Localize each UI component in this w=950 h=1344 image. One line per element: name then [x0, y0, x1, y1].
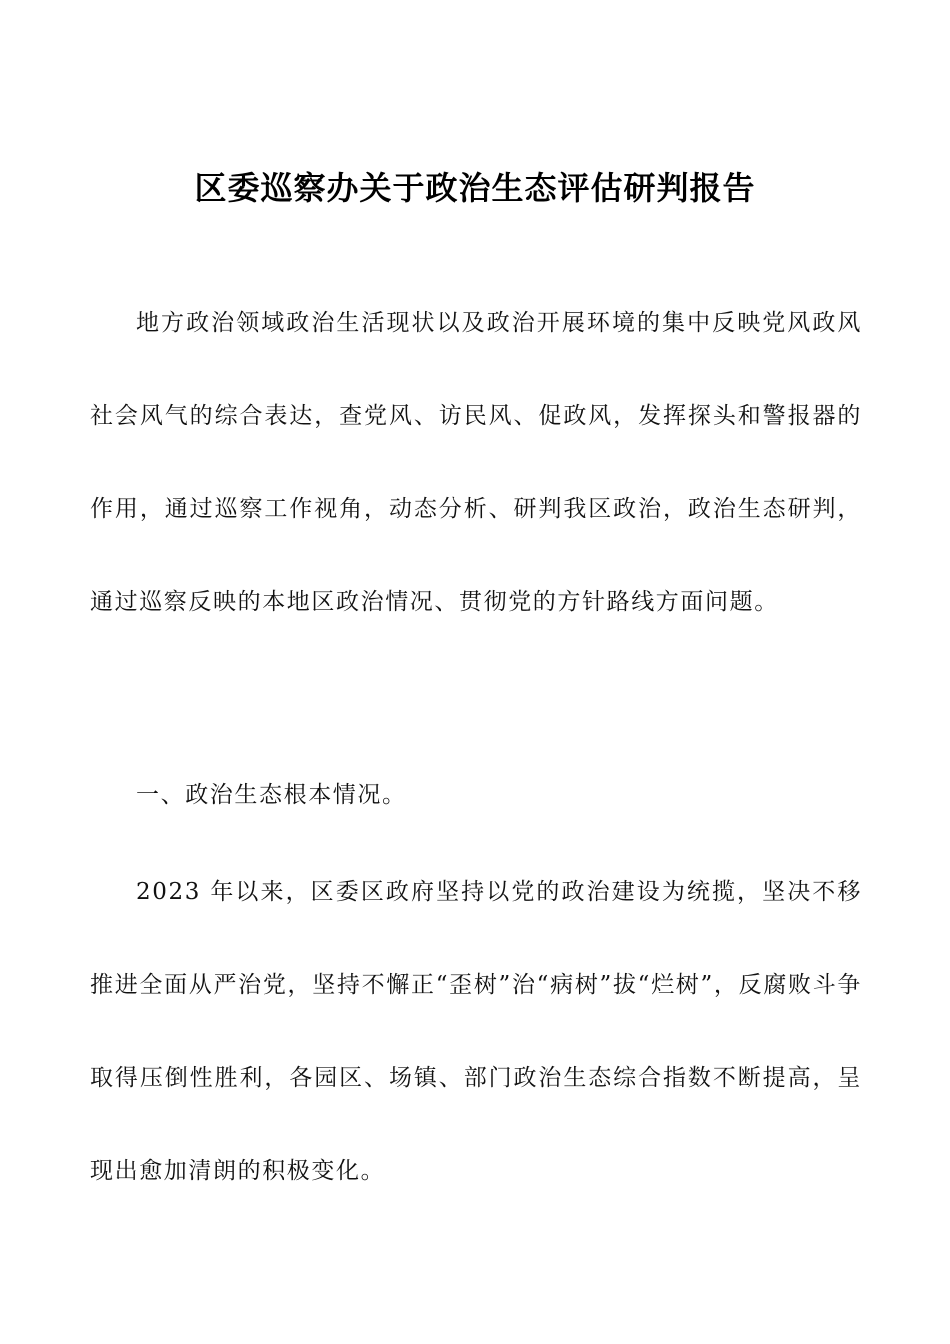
paragraph-intro: 地方政治领域政治生活现状以及政治开展环境的集中反映党风政风社会风气的综合表达，查党风、访民风、促政风，发挥探头和警报器的作用，通过巡察工作视角，动态分析、研判我区政治，政治生态研判，通过巡察反映的本地区政治情况、贯彻党的方针路线方面问题。: [90, 310, 862, 615]
paragraph-body: 2023 年以来，区委区政府坚持以党的政治建设为统揽，坚决不移推进全面从严治党，坚持不懈正“歪树”治“病树”拔“烂树”，反腐败斗争取得压倒性胜利，各园区、场镇、部门政治生态综合指数不断提高，呈现出愈加清朗的积极变化。: [90, 879, 862, 1184]
section-heading: 一、政治生态根本情况。: [136, 782, 407, 808]
document-title: 区委巡察办关于政治生态评估研判报告: [194, 169, 756, 207]
